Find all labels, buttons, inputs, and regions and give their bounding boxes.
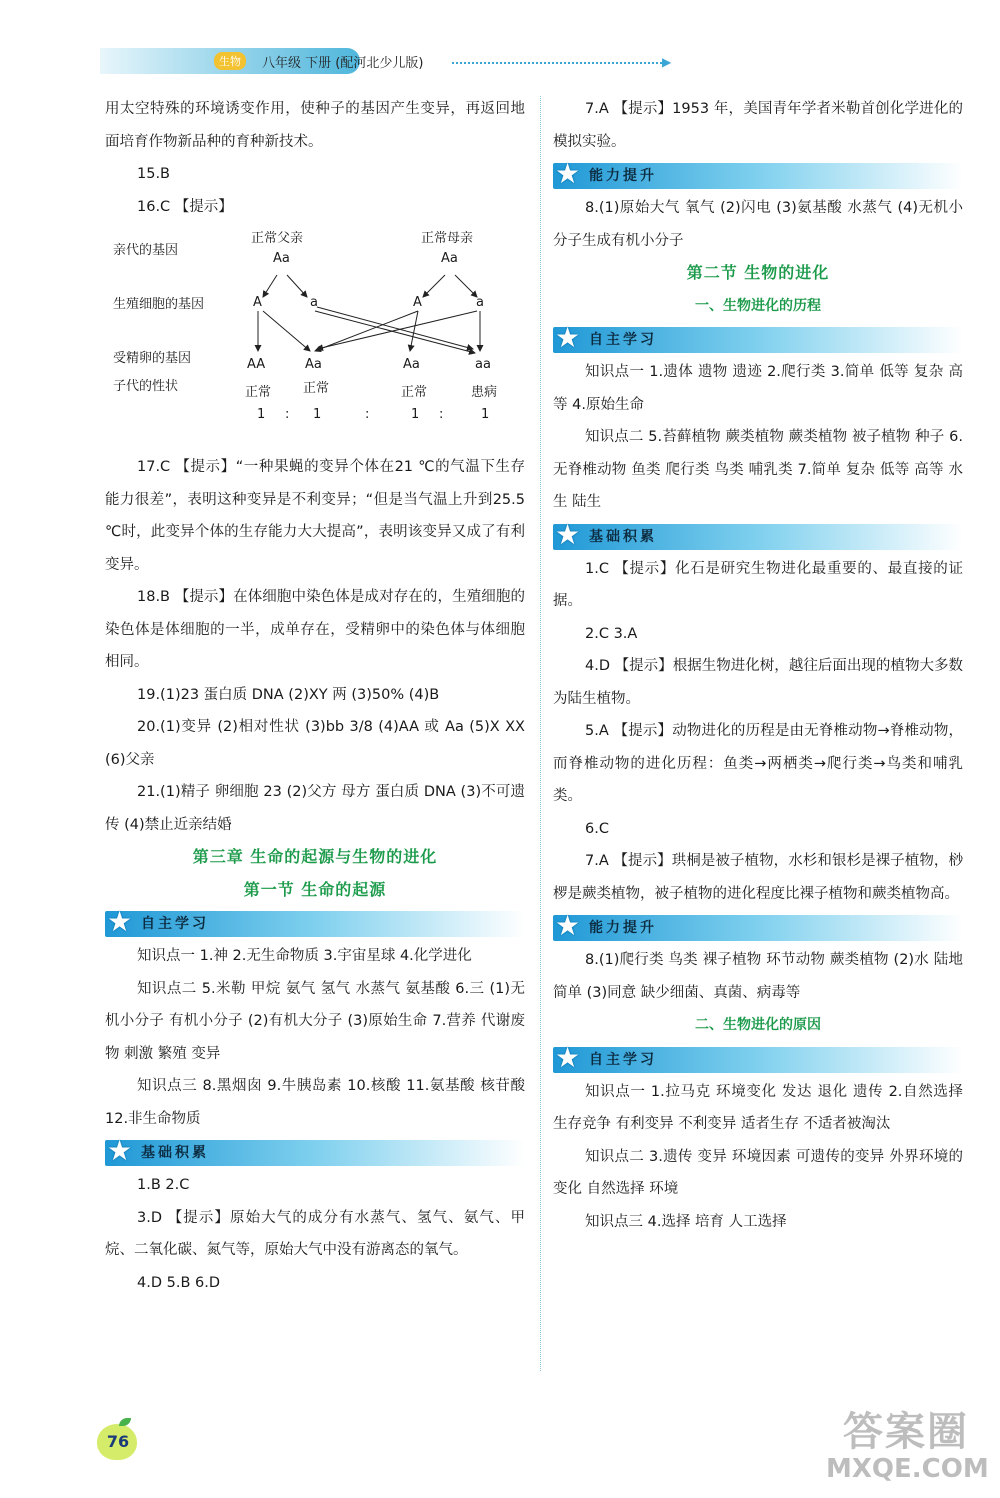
foundation-answer-3: 3.D 【提示】原始大气的成分有水蒸气、氢气、氨气、甲烷、二氧化碳、氮气等，原始大气中没有游离态的氧气。	[105, 1209, 525, 1258]
foundation-answers-1-2: 1.B 2.C	[137, 1177, 190, 1193]
ratio-colon-2: :	[365, 407, 370, 422]
star-icon: ★	[555, 517, 581, 551]
bar-label: 基础积累	[589, 528, 657, 545]
zygote-gene-4: aa	[475, 357, 491, 372]
trait-4: 患病	[471, 385, 498, 400]
subsection-title-2: 二、生物进化的原因	[695, 1017, 821, 1033]
row-label-parent-genes: 亲代的基因	[113, 243, 179, 258]
section-bar-self-study-2	[553, 321, 963, 354]
row-label-germ-cell-genes: 生殖细胞的基因	[113, 297, 205, 312]
right-column	[553, 93, 963, 1238]
subject-tag: 生物	[214, 52, 246, 70]
zygote-gene-2: Aa	[305, 357, 322, 372]
star-icon: ★	[555, 909, 581, 942]
germ-gene-1: A	[253, 295, 262, 310]
ability-answer-8: 8.(1)原始大气 氧气 (2)闪电 (3)氨基酸 水蒸气 (4)无机小分子生成有机小分子	[553, 200, 963, 249]
header-dotted-line	[452, 62, 662, 64]
header-arrow-icon: ▶	[662, 55, 672, 69]
page-number-badge	[97, 1418, 141, 1462]
germ-gene-3: A	[413, 295, 422, 310]
section-bar-self-study-3	[553, 1040, 963, 1074]
ratio-4: 1	[481, 407, 490, 422]
zygote-gene-3: Aa	[403, 357, 420, 372]
trait-2: 正常	[303, 381, 330, 396]
bar-label: 自主学习	[141, 916, 209, 932]
father-gene: Aa	[273, 251, 290, 266]
ratio-1: 1	[257, 407, 266, 422]
evolution-answer-6: 6.C	[585, 820, 609, 837]
page-number: 76	[106, 1432, 130, 1451]
left-column	[105, 93, 525, 1299]
cause-knowledge-1: 知识点一 1.拉马克 环境变化 发达 退化 遗传 2.自然选择 生存竞争 有利变异 不利变异 适者生存 不适者被淘汰	[553, 1083, 963, 1132]
answer-21: 21.(1)精子 卵细胞 23 (2)父方 母方 蛋白质 DNA (3)不可遗传 (4)禁止近亲结婚	[105, 784, 525, 833]
answer-7: 7.A 【提示】1953 年，美国青年学者米勒首创化学进化的模拟实验。	[553, 101, 963, 150]
bar-label: 能力提升	[589, 920, 657, 936]
evolution-answer-4: 4.D 【提示】根据生物进化树，越往后面出现的植物大多数为陆生植物。	[553, 658, 963, 707]
evolution-answer-1: 1.C 【提示】化石是研究生物进化最重要的、最直接的证据。	[553, 560, 963, 609]
subsection-title-1: 一、生物进化的历程	[695, 297, 821, 314]
evolution-knowledge-1: 知识点一 1.遗体 遗物 遗迹 2.爬行类 3.简单 低等 复杂 高等 4.原始生命	[553, 364, 963, 413]
evolution-answers-2-3: 2.C 3.A	[585, 625, 638, 642]
star-icon: ★	[107, 905, 133, 938]
answer-14-continued: 用太空特殊的环境诱变作用，使种子的基因产生变异，再返回地面培育作物新品种的育种新技术。	[105, 101, 525, 150]
evolution-knowledge-2: 知识点二 5.苔藓植物 蕨类植物 蕨类植物 被子植物 种子 6.无脊椎动物 鱼类 爬行类 鸟类 哺乳类 7.简单 复杂 低等 高等 水生 陆生	[553, 429, 963, 510]
ratio-3: 1	[411, 407, 420, 422]
book-title: 八年级 下册 (配河北少儿版)	[262, 56, 424, 71]
star-icon: ★	[555, 157, 581, 190]
evolution-answer-5: 5.A 【提示】动物进化的历程是由无脊椎动物→脊椎动物，而脊椎动物的进化历程：鱼类→两栖类→爬行类→鸟类和哺乳类。	[553, 723, 963, 804]
star-icon: ★	[555, 1040, 581, 1074]
evolution-answer-7: 7.A 【提示】珙桐是被子植物，水杉和银杉是裸子植物，桫椤是蕨类植物，被子植物的进化程度比裸子植物和蕨类植物高。	[553, 853, 963, 902]
star-icon: ★	[555, 321, 581, 354]
zygote-gene-1: AA	[247, 357, 266, 372]
section-bar-ability	[553, 157, 963, 190]
section-bar-foundation-2	[553, 517, 963, 551]
trait-1: 正常	[245, 385, 272, 400]
answer-15: 15.B	[137, 166, 171, 182]
ratio-2: 1	[313, 407, 322, 422]
bar-label: 基础积累	[141, 1145, 209, 1161]
answer-17: 17.C 【提示】“一种果蝇的变异个体在21 ℃的气温下生存能力很差”，表明这种变异是不利变异；“但是当气温上升到25.5 ℃时，此变异个体的生存能力大大提高”，表明该变异又成了有利变异。	[105, 459, 525, 573]
bar-label: 能力提升	[589, 168, 657, 184]
row-label-zygote-genes: 受精卵的基因	[113, 351, 192, 366]
watermark	[826, 1409, 989, 1484]
answer-16: 16.C 【提示】	[137, 198, 233, 215]
mother-gene: Aa	[441, 251, 458, 266]
mother-label: 正常母亲	[421, 231, 474, 246]
knowledge-point-1: 知识点一 1.神 2.无生命物质 3.宇宙星球 4.化学进化	[137, 948, 472, 964]
genetics-diagram	[105, 223, 525, 451]
ratio-colon-1: :	[285, 407, 290, 422]
bar-label: 自主学习	[589, 332, 657, 348]
ability-answer-8b: 8.(1)爬行类 鸟类 裸子植物 环节动物 蕨类植物 (2)水 陆地 简单 (3)同意 缺少细菌、真菌、病毒等	[553, 952, 963, 1001]
germ-gene-2: a	[310, 295, 318, 310]
section-bar-ability-2	[553, 909, 963, 942]
trait-3: 正常	[401, 385, 428, 400]
column-divider	[540, 96, 541, 1371]
foundation-answers-4-6: 4.D 5.B 6.D	[137, 1274, 220, 1291]
knowledge-point-3: 知识点三 8.黑烟囱 9.牛胰岛素 10.核酸 11.氨基酸 核苷酸 12.非生命物质	[105, 1078, 525, 1127]
section-bar-foundation	[105, 1134, 525, 1167]
bar-label: 自主学习	[589, 1051, 657, 1068]
germ-gene-4: a	[476, 295, 484, 310]
star-icon: ★	[107, 1134, 133, 1167]
watermark-url: MXQE.COM	[826, 1454, 989, 1484]
answer-20: 20.(1)变异 (2)相对性状 (3)bb 3/8 (4)AA 或 Aa (5)X XX (6)父亲	[105, 719, 525, 768]
knowledge-point-2: 知识点二 5.米勒 甲烷 氨气 氢气 水蒸气 氨基酸 6.三 (1)无机小分子 有机小分子 (2)有机大分子 (3)原始生命 7.营养 代谢废物 刺激 繁殖 变异	[105, 980, 525, 1062]
ratio-colon-3: :	[439, 407, 444, 422]
section-title-1: 第一节 生命的起源	[243, 879, 387, 899]
section-bar-self-study	[105, 905, 525, 938]
cause-knowledge-3: 知识点三 4.选择 培育 人工选择	[585, 1213, 787, 1230]
cause-knowledge-2: 知识点二 3.遗传 变异 环境因素 可遗传的变异 外界环境的变化 自然选择 环境	[553, 1148, 963, 1197]
father-label: 正常父亲	[251, 231, 304, 246]
watermark-logo-text: 答案圈	[843, 1409, 969, 1455]
row-label-offspring-traits: 子代的性状	[113, 379, 179, 394]
section-title-2: 第二节 生物的进化	[686, 263, 830, 282]
answer-19: 19.(1)23 蛋白质 DNA (2)XY 两 (3)50% (4)B	[137, 686, 440, 703]
leaf-icon	[119, 1418, 131, 1426]
answer-18: 18.B 【提示】在体细胞中染色体是成对存在的，生殖细胞的染色体是体细胞的一半，成单存在，受精卵中的染色体与体细胞相同。	[105, 589, 525, 670]
chapter-title: 第三章 生命的起源与生物的进化	[192, 847, 438, 866]
